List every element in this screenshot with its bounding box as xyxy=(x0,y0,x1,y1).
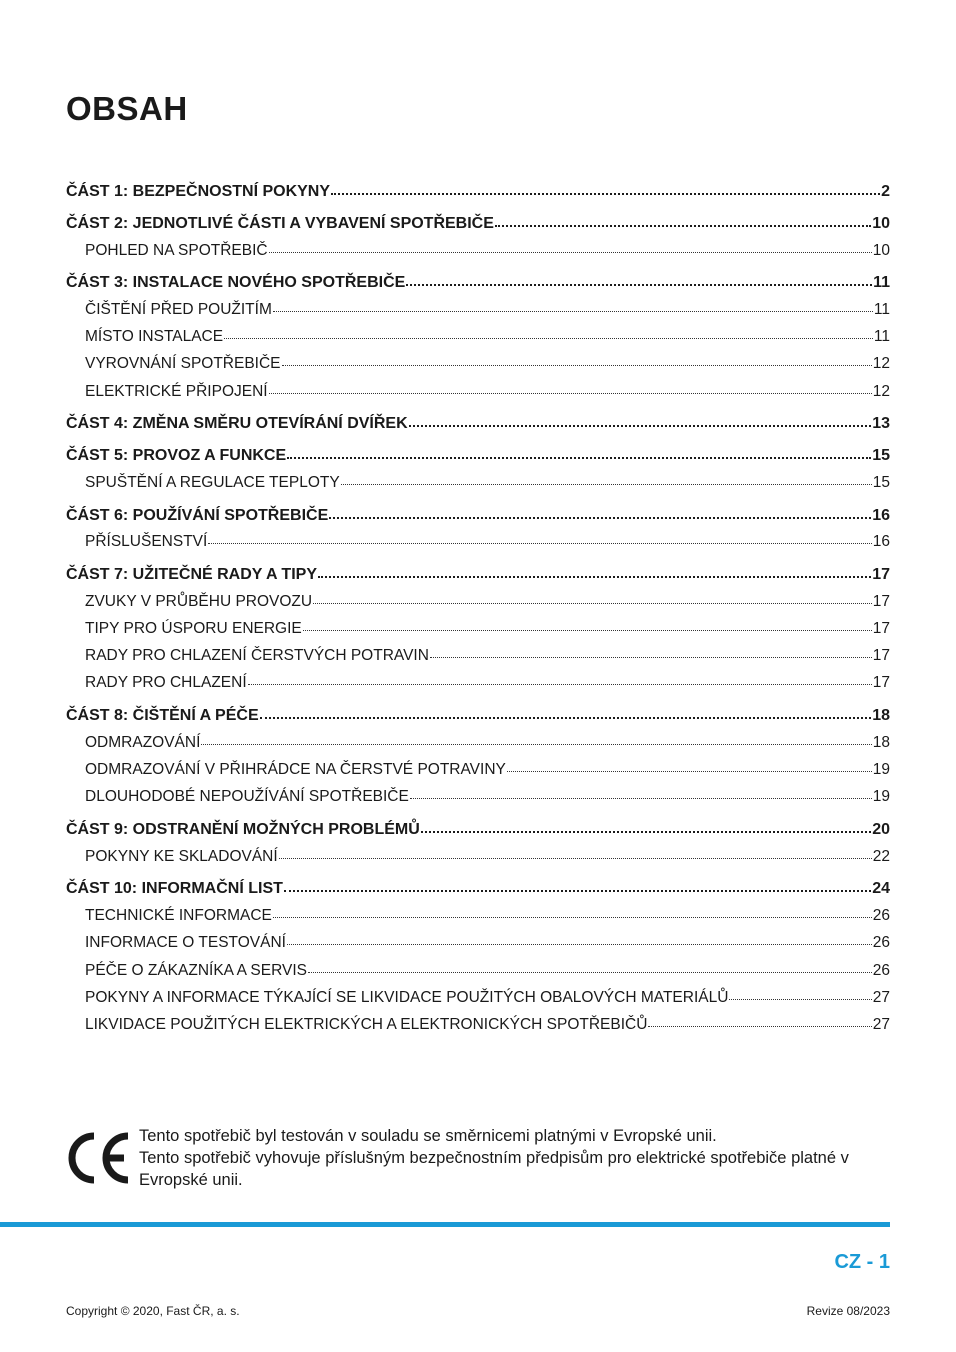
footer-divider xyxy=(0,1222,890,1227)
toc-subsection-entry[interactable] xyxy=(66,645,890,672)
toc-entry-page: 26 xyxy=(872,961,890,979)
toc-entry-page: 19 xyxy=(872,761,890,779)
toc-entry-page: 26 xyxy=(872,906,890,924)
toc-leader-dots xyxy=(224,326,873,342)
toc-subsection-entry[interactable] xyxy=(66,471,890,498)
toc-leader-dots xyxy=(507,759,872,775)
toc-entry-page: 24 xyxy=(872,880,890,898)
toc-leader-dots xyxy=(282,353,872,369)
toc-entry-page: 19 xyxy=(872,788,890,806)
toc-entry-label: VYROVNÁNÍ SPOTŘEBIČE xyxy=(85,355,281,373)
toc-section-entry[interactable] xyxy=(66,444,890,471)
toc-subsection-entry[interactable] xyxy=(66,326,890,353)
toc-entry-label: TIPY PRO ÚSPORU ENERGIE xyxy=(85,619,302,637)
toc-entry-label: RADY PRO CHLAZENÍ ČERSTVÝCH POTRAVIN xyxy=(85,647,429,665)
toc-subsection-entry[interactable] xyxy=(66,959,890,986)
toc-leader-dots xyxy=(269,239,872,255)
toc-entry-page: 12 xyxy=(872,355,890,373)
toc-subsection-entry[interactable] xyxy=(66,932,890,959)
toc-entry-label: ČÁST 8: ČIŠTĚNÍ A PÉČE xyxy=(66,707,259,725)
toc-entry-page: 17 xyxy=(872,647,890,665)
toc-subsection-entry[interactable] xyxy=(66,353,890,380)
toc-section-entry[interactable] xyxy=(66,704,890,731)
toc-entry-label: INFORMACE O TESTOVÁNÍ xyxy=(85,934,286,952)
toc-leader-dots xyxy=(273,298,873,314)
toc-section-entry[interactable] xyxy=(66,412,890,439)
toc-section-entry[interactable] xyxy=(66,563,890,590)
toc-entry-label: ELEKTRICKÉ PŘIPOJENÍ xyxy=(85,382,268,400)
toc-entry-page: 17 xyxy=(872,566,890,584)
ce-declaration xyxy=(66,1125,890,1191)
toc-section-entry[interactable] xyxy=(66,818,890,845)
toc-entry-page: 11 xyxy=(873,300,890,318)
toc-entry-label: ČÁST 6: POUŽÍVÁNÍ SPOTŘEBIČE xyxy=(66,506,329,524)
toc-leader-dots xyxy=(495,212,871,228)
toc-entry-page: 13 xyxy=(872,415,890,433)
toc-entry-label: ZVUKY V PRŮBĚHU PROVOZU xyxy=(85,592,313,610)
table-of-contents xyxy=(66,180,890,1041)
toc-subsection-entry[interactable] xyxy=(66,1014,890,1041)
toc-leader-dots xyxy=(287,932,872,948)
toc-entry-page: 27 xyxy=(872,988,890,1006)
toc-subsection-entry[interactable] xyxy=(66,904,890,931)
toc-entry-label: ODMRAZOVÁNÍ V PŘIHRÁDCE NA ČERSTVÉ POTRAVINY xyxy=(85,761,506,779)
toc-entry-page: 17 xyxy=(872,619,890,637)
toc-subsection-entry[interactable] xyxy=(66,759,890,786)
copyright-text: Copyright © 2020, Fast ČR, a. s. xyxy=(66,1304,240,1318)
toc-subsection-entry[interactable] xyxy=(66,986,890,1013)
toc-entry-label: TECHNICKÉ INFORMACE xyxy=(85,906,272,924)
toc-leader-dots xyxy=(421,818,871,834)
toc-entry-label: RADY PRO CHLAZENÍ xyxy=(85,674,247,692)
toc-leader-dots xyxy=(279,845,872,861)
toc-entry-label: ČÁST 3: INSTALACE NOVÉHO SPOTŘEBIČE xyxy=(66,274,406,292)
toc-subsection-entry[interactable] xyxy=(66,672,890,699)
toc-entry-label: ČÁST 4: ZMĚNA SMĚRU OTEVÍRÁNÍ DVÍŘEK xyxy=(66,415,408,433)
toc-leader-dots xyxy=(329,504,871,520)
toc-entry-page: 16 xyxy=(872,533,890,551)
toc-entry-page: 18 xyxy=(872,707,890,725)
toc-entry-page: 16 xyxy=(872,506,890,524)
toc-entry-page: 27 xyxy=(872,1016,890,1034)
toc-leader-dots xyxy=(331,180,880,196)
toc-leader-dots xyxy=(318,563,871,579)
toc-leader-dots xyxy=(260,704,872,720)
toc-entry-label: ODMRAZOVÁNÍ xyxy=(85,733,201,751)
toc-leader-dots xyxy=(208,531,871,547)
ce-mark-icon xyxy=(66,1130,130,1186)
toc-entry-label: ČÁST 9: ODSTRANĚNÍ MOŽNÝCH PROBLÉMŮ xyxy=(66,821,420,839)
toc-entry-page: 17 xyxy=(872,674,890,692)
toc-entry-label: POKYNY A INFORMACE TÝKAJÍCÍ SE LIKVIDACE POUŽITÝCH OBALOVÝCH MATERIÁLŮ xyxy=(85,988,729,1006)
toc-leader-dots xyxy=(303,617,872,633)
toc-entry-label: ČÁST 7: UŽITEČNÉ RADY A TIPY xyxy=(66,566,317,584)
toc-leader-dots xyxy=(287,444,871,460)
toc-leader-dots xyxy=(248,672,872,688)
toc-leader-dots xyxy=(273,904,872,920)
toc-leader-dots xyxy=(410,786,872,802)
ce-text-line-2: Tento spotřebič vyhovuje příslušným bezpečnostním předpisům pro elektrické spotřebiče platné v Evropské unii. xyxy=(139,1149,849,1189)
toc-entry-label: POKYNY KE SKLADOVÁNÍ xyxy=(85,847,278,865)
toc-entry-page: 15 xyxy=(872,473,890,491)
toc-entry-page: 2 xyxy=(881,183,890,200)
toc-leader-dots xyxy=(729,986,871,1002)
toc-leader-dots xyxy=(409,412,872,428)
toc-entry-page: 10 xyxy=(872,241,890,259)
toc-leader-dots xyxy=(284,877,871,893)
toc-leader-dots xyxy=(430,645,872,661)
toc-entry-label: MÍSTO INSTALACE xyxy=(85,328,224,346)
toc-leader-dots xyxy=(308,959,872,975)
toc-entry-label: SPUŠTĚNÍ A REGULACE TEPLOTY xyxy=(85,473,340,491)
toc-entry-label: LIKVIDACE POUŽITÝCH ELEKTRICKÝCH A ELEKTRONICKÝCH SPOTŘEBIČŮ xyxy=(85,1016,648,1034)
toc-subsection-entry[interactable] xyxy=(66,239,890,266)
toc-subsection-entry[interactable] xyxy=(66,786,890,813)
toc-entry-label: PŘÍSLUŠENSTVÍ xyxy=(85,533,208,551)
toc-entry-page: 18 xyxy=(872,733,890,751)
toc-entry-page: 15 xyxy=(872,447,890,465)
toc-subsection-entry[interactable] xyxy=(66,590,890,617)
page-title: OBSAH xyxy=(66,90,188,127)
ce-text-line-1: Tento spotřebič byl testován v souladu se směrnicemi platnými v Evropské unii. xyxy=(139,1127,717,1145)
toc-section-entry[interactable] xyxy=(66,271,890,298)
toc-entry-label: PÉČE O ZÁKAZNÍKA A SERVIS xyxy=(85,961,307,979)
toc-entry-label: ČIŠTĚNÍ PŘED POUŽITÍM xyxy=(85,300,272,318)
toc-subsection-entry[interactable] xyxy=(66,380,890,407)
toc-leader-dots xyxy=(341,471,872,487)
toc-section-entry[interactable] xyxy=(66,877,890,904)
toc-subsection-entry[interactable] xyxy=(66,731,890,758)
toc-entry-page: 26 xyxy=(872,934,890,952)
toc-entry-label: POHLED NA SPOTŘEBIČ xyxy=(85,241,268,259)
toc-entry-label: ČÁST 1: BEZPEČNOSTNÍ POKYNY xyxy=(66,183,331,200)
revision-text: Revize 08/2023 xyxy=(806,1304,890,1318)
toc-entry-label: ČÁST 2: JEDNOTLIVÉ ČÁSTI A VYBAVENÍ SPOTŘEBIČE xyxy=(66,215,494,232)
toc-entry-label: DLOUHODOBÉ NEPOUŽÍVÁNÍ SPOTŘEBIČE xyxy=(85,788,409,806)
toc-entry-page: 20 xyxy=(872,821,890,839)
toc-section-entry[interactable] xyxy=(66,504,890,531)
page-number: CZ - 1 xyxy=(834,1251,890,1273)
toc-subsection-entry[interactable] xyxy=(66,298,890,325)
toc-subsection-entry[interactable] xyxy=(66,531,890,558)
toc-entry-page: 17 xyxy=(872,592,890,610)
toc-entry-page: 11 xyxy=(873,328,890,346)
toc-subsection-entry[interactable] xyxy=(66,617,890,644)
toc-entry-page: 10 xyxy=(872,215,890,232)
toc-entry-label: ČÁST 5: PROVOZ A FUNKCE xyxy=(66,447,287,465)
toc-entry-page: 11 xyxy=(873,274,890,292)
toc-subsection-entry[interactable] xyxy=(66,845,890,872)
toc-section-entry[interactable] xyxy=(66,180,890,207)
toc-leader-dots xyxy=(406,271,872,287)
toc-leader-dots xyxy=(313,590,872,606)
toc-leader-dots xyxy=(201,731,871,747)
toc-entry-page: 12 xyxy=(872,382,890,400)
toc-entry-label: ČÁST 10: INFORMAČNÍ LIST xyxy=(66,880,283,898)
toc-section-entry[interactable] xyxy=(66,212,890,239)
toc-leader-dots xyxy=(269,380,872,396)
toc-entry-page: 22 xyxy=(872,847,890,865)
toc-leader-dots xyxy=(648,1014,871,1030)
